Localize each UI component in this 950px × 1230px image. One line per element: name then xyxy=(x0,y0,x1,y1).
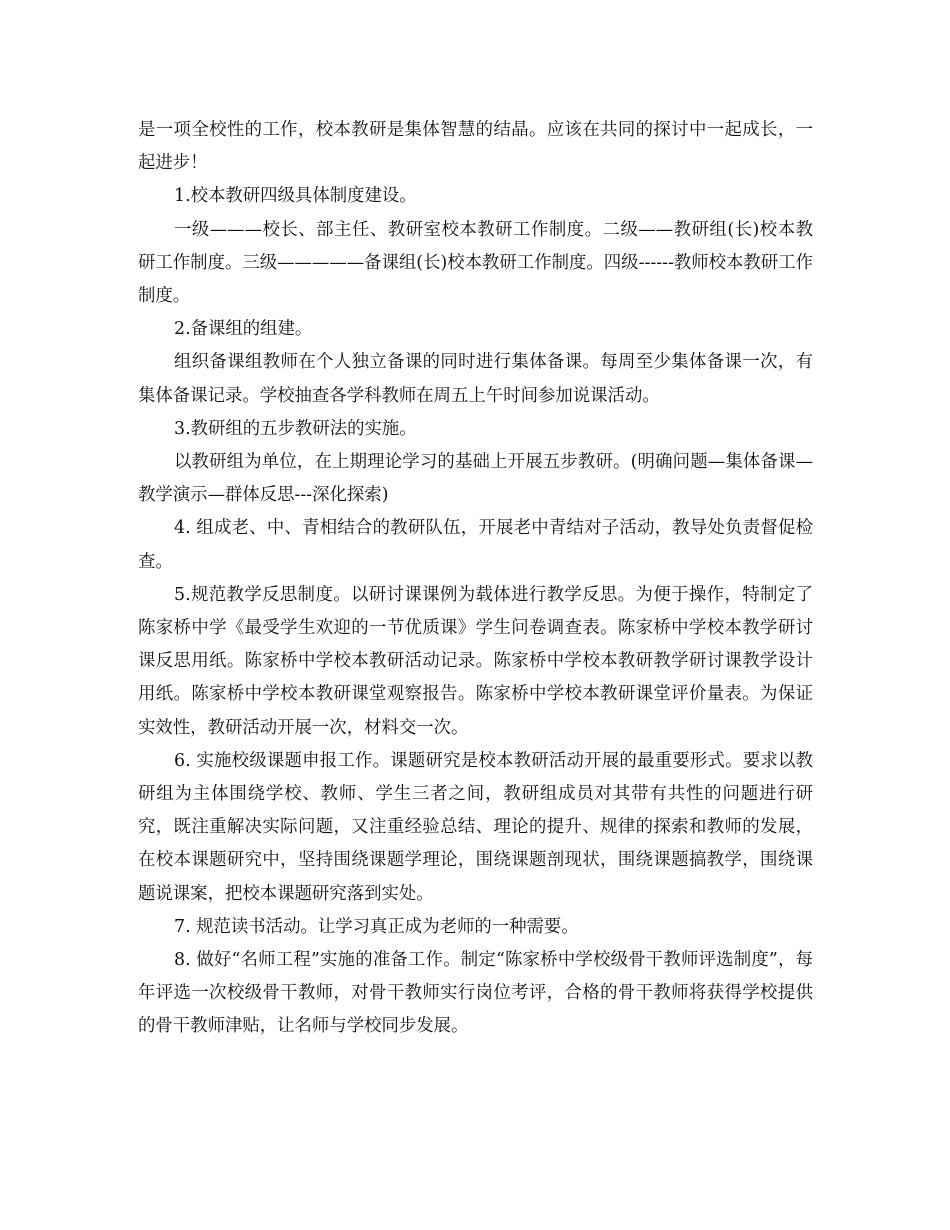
paragraph-item-1-body: 一级———校长、部主任、教研室校本教研工作制度。二级——教研组(长)校本教研工作制度。三级—————备课组(长)校本教研工作制度。四级------教师校本教研工作制度。 xyxy=(138,219,813,307)
paragraph-item-4: 4. 组成老、中、青相结合的教研队伍，开展老中青结对子活动，教导处负责督促检查。 xyxy=(138,518,813,572)
paragraph-item-7: 7. 规范读书活动。让学习真正成为老师的一种需要。 xyxy=(174,916,579,937)
paragraph-continuation: 是一项全校性的工作，校本教研是集体智慧的结晶。应该在共同的探讨中一起成长，一起进步！ xyxy=(138,120,813,174)
document-body xyxy=(138,114,813,1044)
paragraph-item-3-body: 以教研组为单位，在上期理论学习的基础上开展五步教研。(明确问题—集体备课—教学演示—群体反思---深化探索) xyxy=(138,452,813,506)
paragraph-item-1-heading: 1.校本教研四级具体制度建设。 xyxy=(174,186,417,207)
paragraph-item-8: 8. 做好“名师工程”实施的准备工作。制定“陈家桥中学校级骨干教师评选制度”，每年评选一次校级骨干教师，对骨干教师实行岗位考评，合格的骨干教师将获得学校提供的骨干教师津贴，让名师与学校同步发展。 xyxy=(138,950,813,1037)
paragraph-item-6: 6. 实施校级课题申报工作。课题研究是校本教研活动开展的最重要形式。要求以教研组为主体围绕学校、教师、学生三者之间，教研组成员对其带有共性的问题进行研究，既注重解决实际问题，又注重经验总结、理论的提升、规律的探索和教师的发展，在校本课题研究中，坚持围绕课题学理论，围绕课题剖现状，围绕课题搞教学，围绕课题说课案，把校本课题研究落到实处。 xyxy=(138,750,813,904)
paragraph-item-2-heading: 2.备课组的组建。 xyxy=(174,319,313,340)
paragraph-item-2-body: 组织备课组教师在个人独立备课的同时进行集体备课。每周至少集体备课一次，有集体备课记录。学校抽查各学科教师在周五上午时间参加说课活动。 xyxy=(138,352,813,406)
paragraph-item-3-heading: 3.教研组的五步教研法的实施。 xyxy=(174,418,417,439)
paragraph-item-5: 5.规范教学反思制度。以研讨课课例为载体进行教学反思。为便于操作，特制定了陈家桥中学《最受学生欢迎的一节优质课》学生问卷调查表。陈家桥中学校本教学研讨课反思用纸。陈家桥中学校本教研活动记录。陈家桥中学校本教研教学研讨课教学设计用纸。陈家桥中学校本教研课堂观察报告。陈家桥中学校本教研课堂评价量表。为保证实效性，教研活动开展一次，材料交一次。 xyxy=(138,584,813,738)
